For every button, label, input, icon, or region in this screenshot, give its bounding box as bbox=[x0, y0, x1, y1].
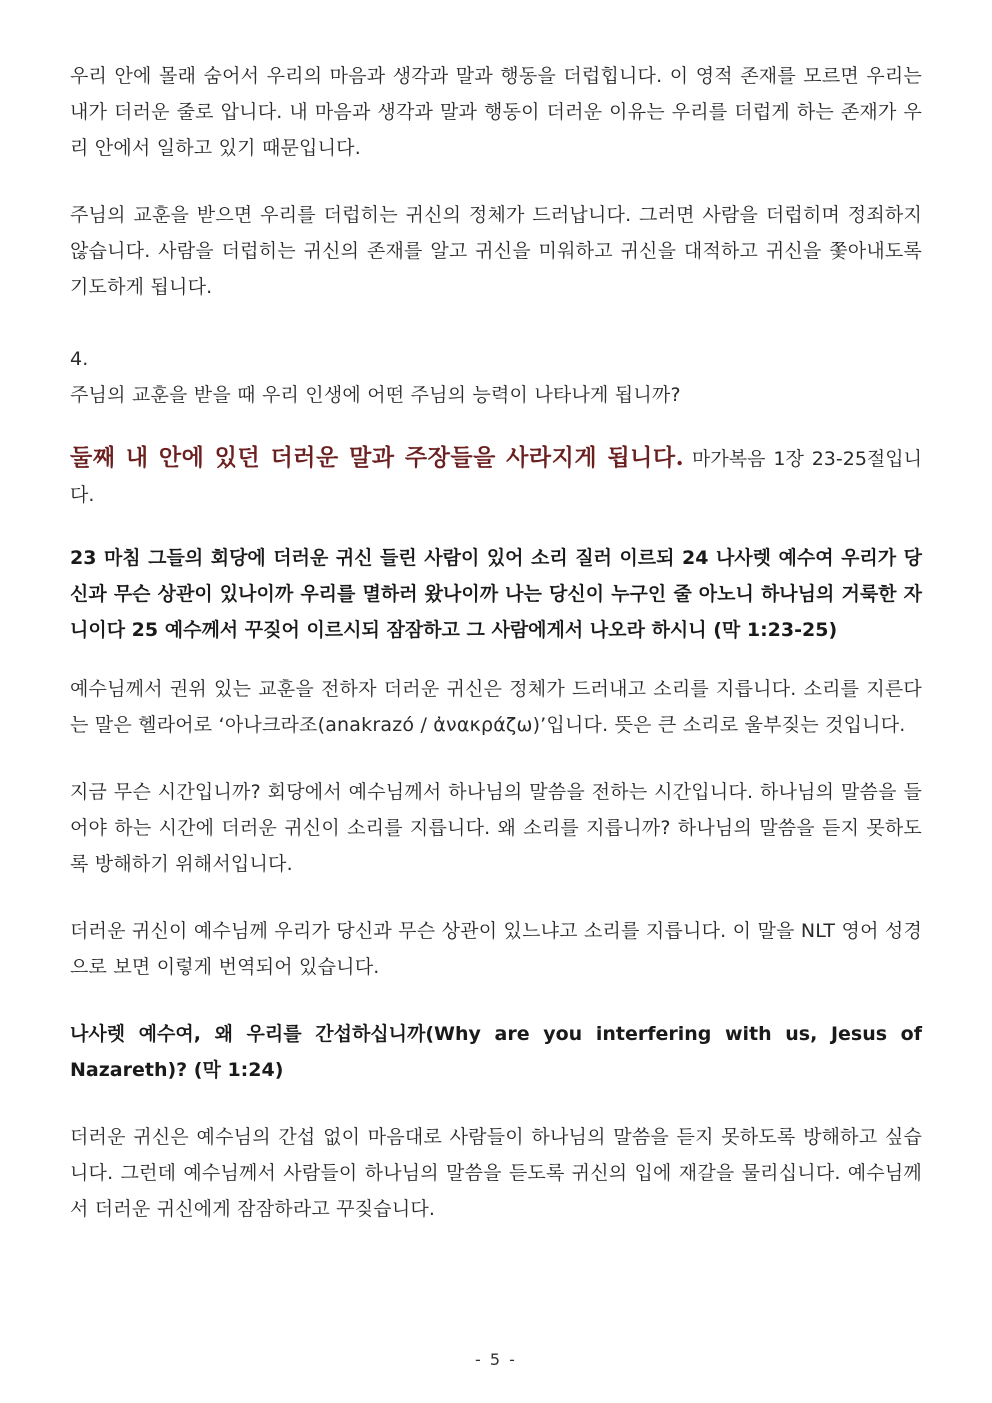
scripture-quote-1: 23 마침 그들의 회당에 더러운 귀신 들린 사람이 있어 소리 질러 이르되 24 나사렛 예수여 우리가 당신과 무슨 상관이 있나이까 우리를 멸하러 왔나이까 나는 당신이 누구인 줄 아노니 하나님의 거룩한 자니이다 25 예수께서 꾸짖어 이르시되 잠잠하고 그 사람에게서 나오라 하시니 (막 1:23-25) bbox=[70, 547, 922, 641]
paragraph-body-6: 더러운 귀신은 예수님의 간섭 없이 마음대로 사람들이 하나님의 말씀을 듣지 못하도록 방해하고 싶습니다. 그런데 예수님께서 사람들이 하나님의 말씀을 듣도록 귀신의 입에 재갈을 물리십니다. 예수님께서 더러운 귀신에게 잠잠하라고 꾸짖습니다. bbox=[70, 1126, 922, 1220]
page-number: - 5 - bbox=[475, 1350, 517, 1369]
paragraph-body-3: 예수님께서 권위 있는 교훈을 전하자 더러운 귀신은 정체가 드러내고 소리를 지릅니다. 소리를 지른다는 말은 헬라어로 ‘아나크라조(anakrazó / ἀνακράζω)’입니다. 뜻은 큰 소리로 울부짖는 것입니다. bbox=[70, 678, 922, 736]
section-heading-title: 둘째 내 안에 있던 더러운 말과 주장들을 사라지게 됩니다. bbox=[70, 444, 685, 471]
section-heading-reference: 마가복음 1장 23-25절입니다. bbox=[70, 448, 922, 506]
paragraph-body-5: 더러운 귀신이 예수님께 우리가 당신과 무슨 상관이 있느냐고 소리를 지릅니다. 이 말을 NLT 영어 성경으로 보면 이렇게 번역되어 있습니다. bbox=[70, 920, 922, 978]
section-heading bbox=[70, 440, 922, 513]
question-number: 4. bbox=[70, 348, 89, 370]
paragraph-body-2: 주님의 교훈을 받으면 우리를 더럽히는 귀신의 정체가 드러납니다. 그러면 사람을 더럽히며 정죄하지 않습니다. 사람을 더럽히는 귀신의 존재를 알고 귀신을 미워하고 귀신을 대적하고 귀신을 쫓아내도록 기도하게 됩니다. bbox=[70, 204, 922, 298]
paragraph-body-1: 우리 안에 몰래 숨어서 우리의 마음과 생각과 말과 행동을 더럽힙니다. 이 영적 존재를 모르면 우리는 내가 더러운 줄로 압니다. 내 마음과 생각과 말과 행동이 더러운 이유는 우리를 더럽게 하는 존재가 우리 안에서 일하고 있기 때문입니다. bbox=[70, 65, 922, 159]
scripture-quote-2: 나사렛 예수여, 왜 우리를 간섭하십니까(Why are you interfering with us, Jesus of Nazareth)? (막 1:24) bbox=[70, 1023, 922, 1081]
document-page bbox=[70, 58, 922, 1227]
question-text: 주님의 교훈을 받을 때 우리 인생에 어떤 주님의 능력이 나타나게 됩니까? bbox=[70, 384, 681, 406]
paragraph-body-4: 지금 무슨 시간입니까? 회당에서 예수님께서 하나님의 말씀을 전하는 시간입니다. 하나님의 말씀을 들어야 하는 시간에 더러운 귀신이 소리를 지릅니다. 왜 소리를 지릅니까? 하나님의 말씀을 듣지 못하도록 방해하기 위해서입니다. bbox=[70, 781, 922, 875]
